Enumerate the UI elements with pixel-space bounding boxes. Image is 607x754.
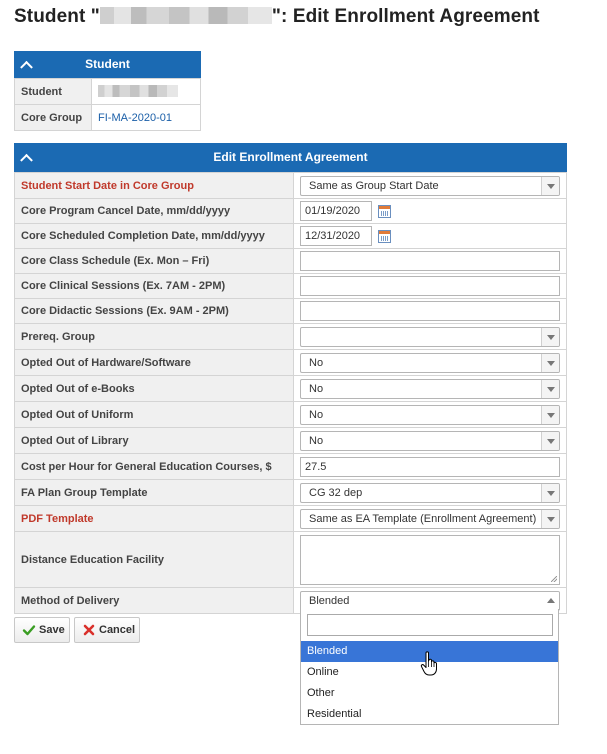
opt-hardware-select[interactable]: No — [300, 353, 560, 373]
opt-library-label: Opted Out of Library — [15, 428, 294, 454]
core-group-link[interactable]: FI-MA-2020-01 — [98, 111, 172, 124]
redacted-student-value — [98, 85, 178, 97]
opt-hardware-label: Opted Out of Hardware/Software — [15, 350, 294, 376]
student-info-table — [14, 78, 201, 131]
student-label: Student — [15, 79, 92, 105]
chevron-up-icon — [542, 592, 559, 610]
start-date-select[interactable]: Same as Group Start Date — [300, 176, 560, 196]
clinical-sessions-input[interactable] — [300, 276, 560, 296]
hand-cursor-icon — [420, 651, 440, 677]
student-panel-title: Student — [85, 57, 130, 71]
edit-panel-header[interactable] — [14, 143, 567, 172]
class-schedule-input[interactable] — [300, 251, 560, 271]
chevron-down-icon — [541, 328, 559, 346]
distance-facility-label: Distance Education Facility — [15, 532, 294, 588]
calendar-icon[interactable] — [378, 205, 391, 218]
opt-library-select[interactable]: No — [300, 431, 560, 451]
completion-date-label: Core Scheduled Completion Date, mm/dd/yyyy — [15, 224, 294, 249]
pdf-template-select[interactable]: Same as EA Template (Enrollment Agreement) — [300, 509, 560, 529]
prereq-group-label: Prereq. Group — [15, 324, 294, 350]
collapse-chevron-icon[interactable] — [20, 60, 33, 73]
delivery-option-online[interactable]: Online — [307, 666, 339, 678]
redacted-student-name — [100, 7, 272, 24]
save-button[interactable]: Save — [14, 617, 70, 643]
delivery-option-residential[interactable]: Residential — [307, 708, 362, 720]
collapse-chevron-icon[interactable] — [20, 153, 33, 166]
student-panel-header[interactable] — [14, 51, 201, 78]
checkmark-icon — [22, 623, 36, 637]
fa-plan-label: FA Plan Group Template — [15, 480, 294, 506]
cost-per-hour-label: Cost per Hour for General Education Courses, $ — [15, 454, 294, 480]
chevron-down-icon — [541, 510, 559, 528]
delivery-option-other[interactable]: Other — [307, 687, 335, 699]
edit-panel-title: Edit Enrollment Agreement — [213, 150, 368, 164]
opt-uniform-label: Opted Out of Uniform — [15, 402, 294, 428]
cancel-date-input[interactable]: 01/19/2020 — [300, 201, 372, 221]
opt-ebooks-label: Opted Out of e-Books — [15, 376, 294, 402]
distance-facility-textarea[interactable] — [300, 535, 560, 585]
chevron-down-icon — [541, 380, 559, 398]
delivery-label: Method of Delivery — [15, 588, 294, 614]
didactic-sessions-label: Core Didactic Sessions (Ex. 9AM - 2PM) — [15, 299, 294, 324]
pdf-template-label: PDF Template — [15, 506, 294, 532]
cross-icon — [82, 623, 96, 637]
dropdown-search-input[interactable] — [307, 614, 553, 636]
class-schedule-label: Core Class Schedule (Ex. Mon – Fri) — [15, 249, 294, 274]
opt-ebooks-select[interactable]: No — [300, 379, 560, 399]
student-value — [92, 79, 201, 105]
page-title-suffix: ": Edit Enrollment Agreement — [271, 6, 540, 27]
delivery-option-blended[interactable]: Blended — [301, 641, 558, 662]
delivery-select[interactable]: Blended — [300, 591, 560, 611]
calendar-icon[interactable] — [378, 230, 391, 243]
fa-plan-select[interactable]: CG 32 dep — [300, 483, 560, 503]
opt-uniform-select[interactable]: No — [300, 405, 560, 425]
page-title-prefix: Student " — [14, 6, 100, 27]
page-title — [14, 6, 540, 28]
chevron-down-icon — [541, 484, 559, 502]
prereq-group-select[interactable] — [300, 327, 560, 347]
core-group-label: Core Group — [15, 105, 92, 131]
edit-form-table — [14, 172, 567, 614]
chevron-down-icon — [541, 432, 559, 450]
cancel-date-label: Core Program Cancel Date, mm/dd/yyyy — [15, 199, 294, 224]
start-date-label: Student Start Date in Core Group — [15, 173, 294, 199]
chevron-down-icon — [541, 406, 559, 424]
chevron-down-icon — [541, 177, 559, 195]
clinical-sessions-label: Core Clinical Sessions (Ex. 7AM - 2PM) — [15, 274, 294, 299]
cancel-button[interactable]: Cancel — [74, 617, 140, 643]
cost-per-hour-input[interactable]: 27.5 — [300, 457, 560, 477]
didactic-sessions-input[interactable] — [300, 301, 560, 321]
completion-date-input[interactable]: 12/31/2020 — [300, 226, 372, 246]
chevron-down-icon — [541, 354, 559, 372]
